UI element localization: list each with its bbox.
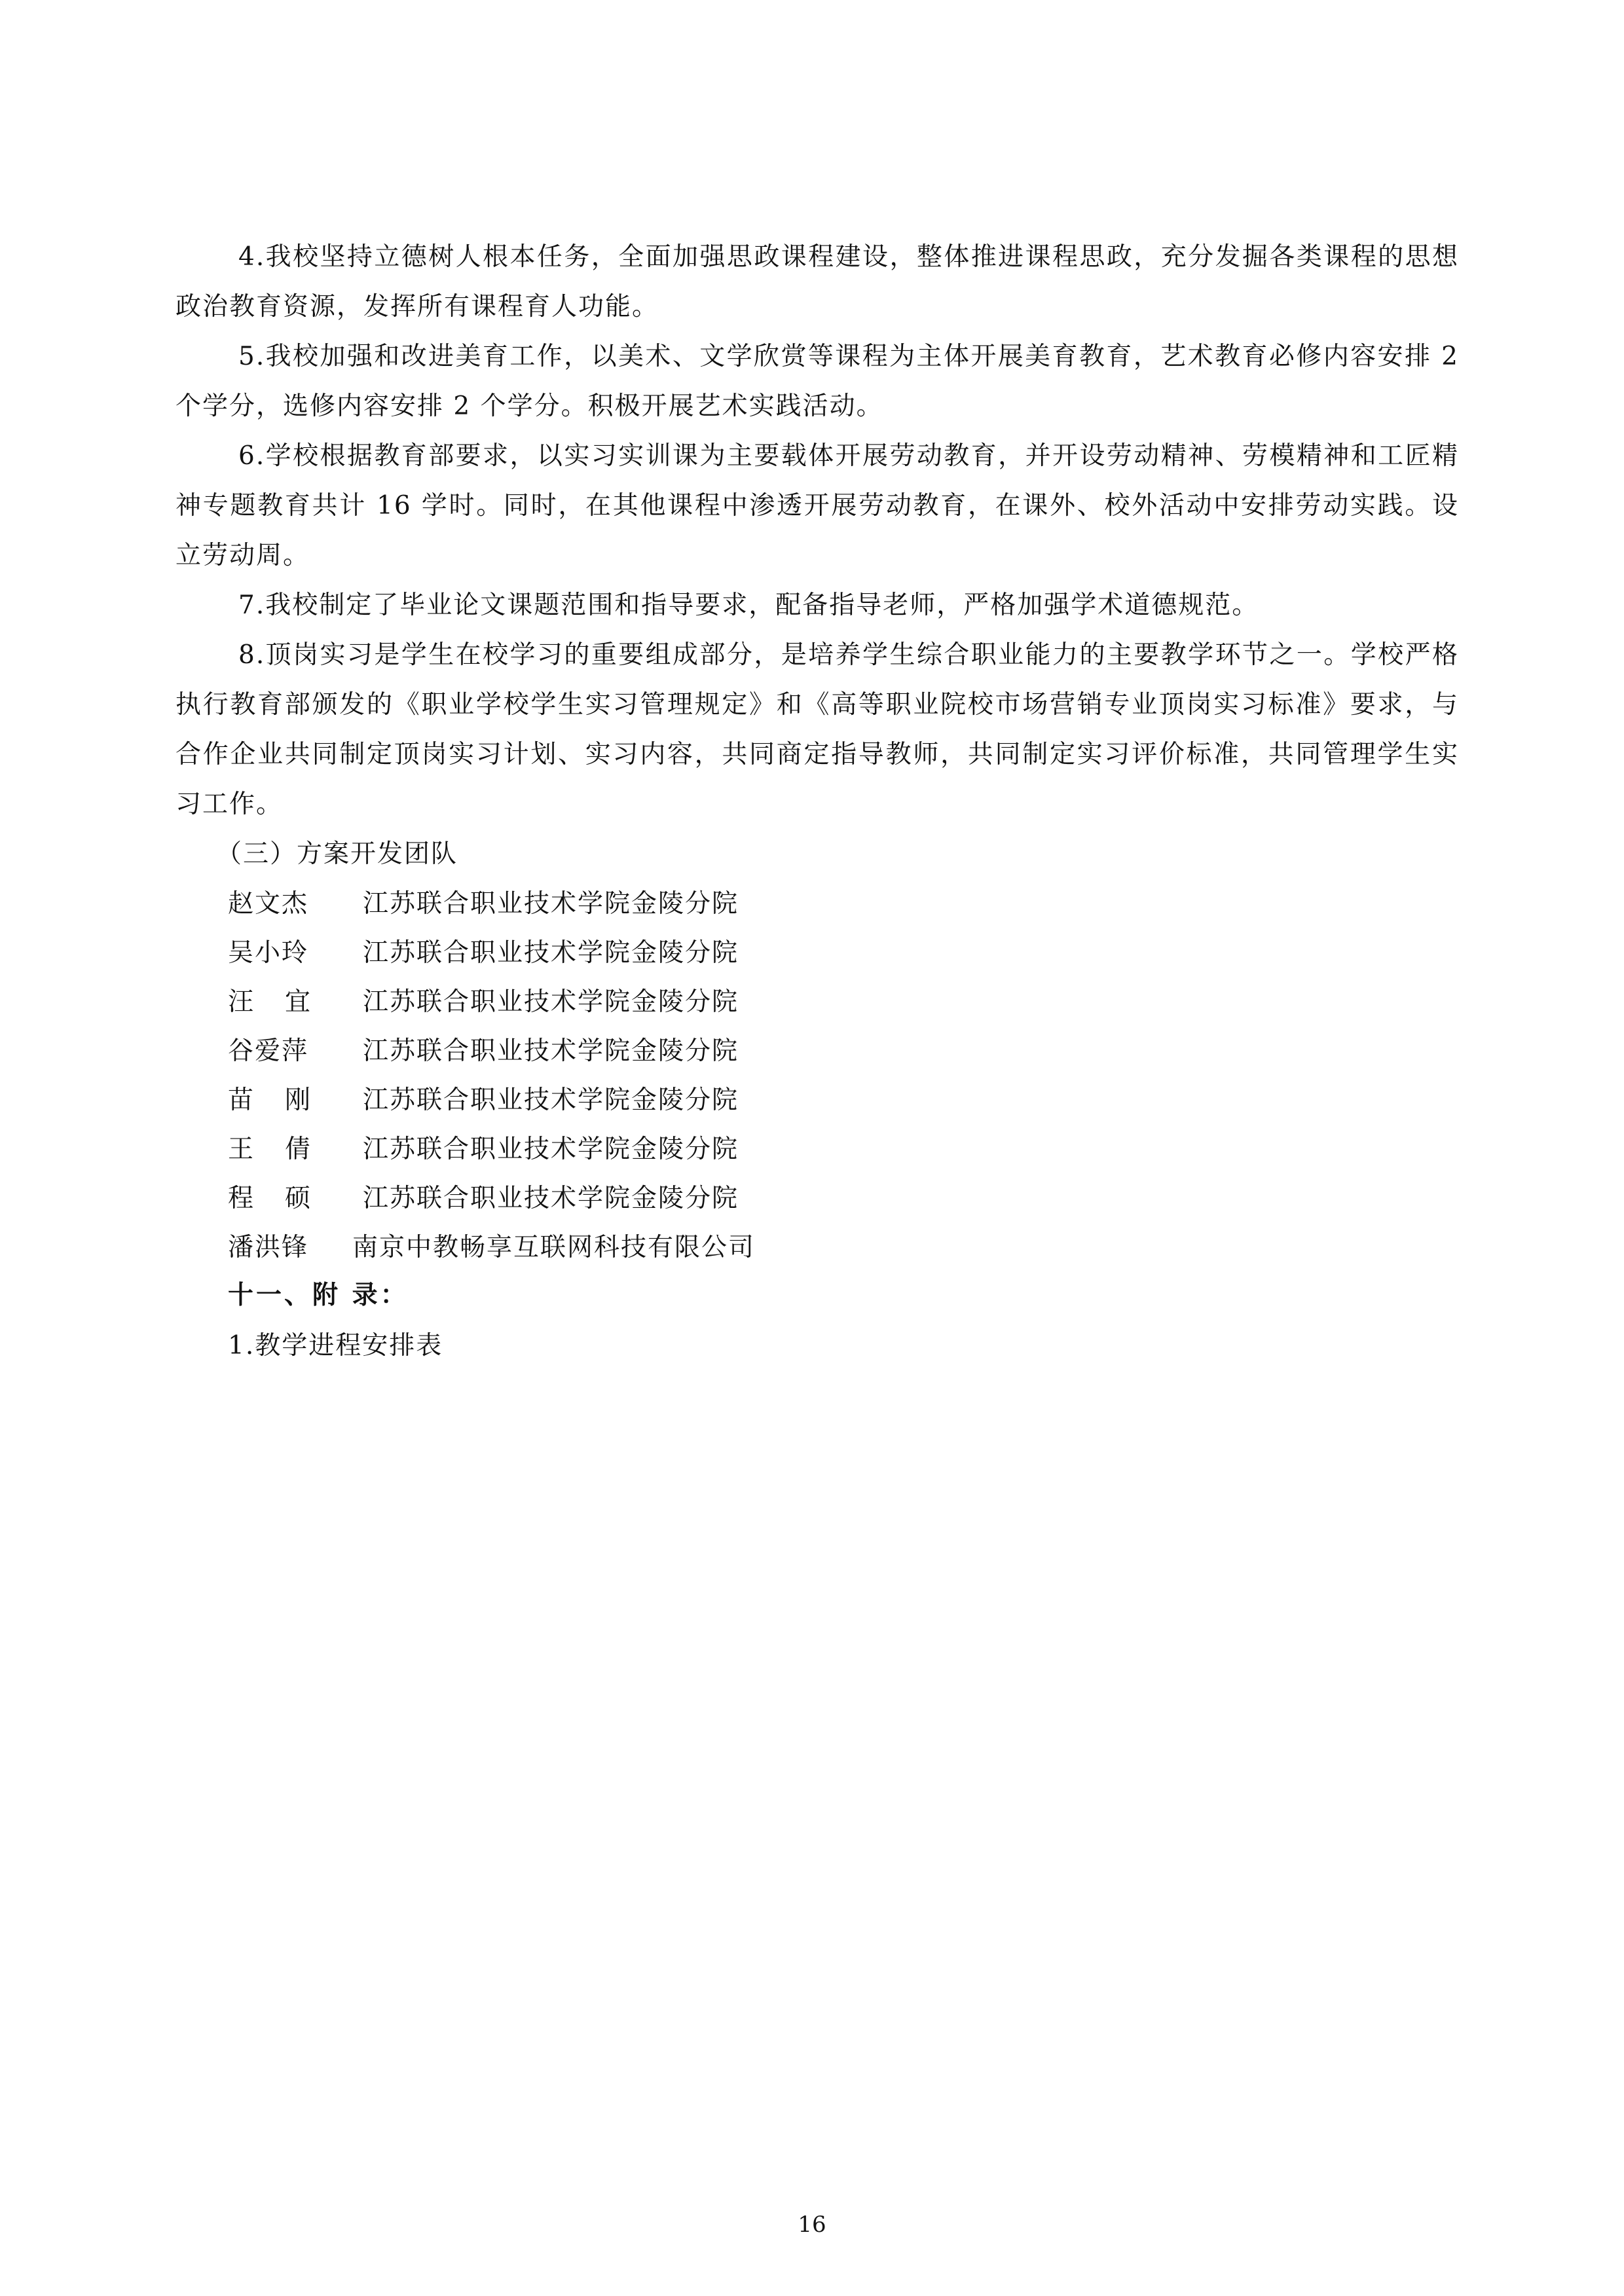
member-organization: 江苏联合职业技术学院金陵分院 [363, 938, 739, 968]
appendix-item: 1.教学进程安排表 [228, 1331, 443, 1360]
team-member [175, 1223, 1459, 1272]
member-name: 苗刚 [228, 1085, 342, 1115]
team-list [175, 879, 1459, 1272]
member-organization: 江苏联合职业技术学院金陵分院 [363, 987, 739, 1017]
member-name: 谷爱萍 [228, 1036, 309, 1066]
member-name: 吴小玲 [228, 938, 309, 968]
team-member [175, 1125, 1459, 1174]
team-member [175, 1076, 1459, 1125]
member-name: 汪宜 [228, 987, 342, 1017]
document-body [175, 232, 1459, 1374]
member-organization: 江苏联合职业技术学院金陵分院 [363, 1184, 739, 1213]
member-organization: 江苏联合职业技术学院金陵分院 [363, 1036, 739, 1066]
member-organization: 江苏联合职业技术学院金陵分院 [363, 1135, 739, 1164]
member-name: 王倩 [228, 1135, 342, 1164]
paragraph-aesthetic: 5.我校加强和改进美育工作，以美术、文学欣赏等课程为主体开展美育教育，艺术教育必修内容安排 2 个学分，选修内容安排 2 个学分。积极开展艺术实践活动。 [175, 342, 1459, 421]
member-organization: 江苏联合职业技术学院金陵分院 [363, 1085, 739, 1115]
team-member [175, 879, 1459, 928]
team-member [175, 977, 1459, 1027]
member-name: 赵文杰 [228, 889, 309, 919]
member-organization: 江苏联合职业技术学院金陵分院 [363, 889, 739, 919]
paragraph-labor: 6.学校根据教育部要求，以实习实训课为主要载体开展劳动教育，并开设劳动精神、劳模精神和工匠精神专题教育共计 16 学时。同时，在其他课程中渗透开展劳动教育，在课外、校外活动中安排劳动实践。设立劳动周。 [175, 441, 1459, 570]
page-number: 16 [798, 2212, 826, 2238]
team-member [175, 1027, 1459, 1076]
paragraph-internship: 8.顶岗实习是学生在校学习的重要组成部分，是培养学生综合职业能力的主要教学环节之一。学校严格执行教育部颁发的《职业学校学生实习管理规定》和《高等职业院校市场营销专业顶岗实习标准》要求，与合作企业共同制定顶岗实习计划、实习内容，共同商定指导教师，共同制定实习评价标准，共同管理学生实习工作。 [175, 640, 1459, 819]
team-heading: （三）方案开发团队 [216, 839, 458, 869]
team-member [175, 1174, 1459, 1223]
team-member [175, 928, 1459, 977]
paragraph-ideological: 4.我校坚持立德树人根本任务，全面加强思政课程建设，整体推进课程思政，充分发掘各类课程的思想政治教育资源，发挥所有课程育人功能。 [175, 242, 1459, 321]
member-organization: 南京中教畅享互联网科技有限公司 [352, 1233, 756, 1262]
paragraph-thesis: 7.我校制定了毕业论文课题范围和指导要求，配备指导老师，严格加强学术道德规范。 [238, 591, 1259, 620]
member-name: 潘洪锋 [228, 1233, 309, 1262]
member-name: 程硕 [228, 1184, 342, 1213]
appendix-title: 十一、附 录： [228, 1280, 409, 1310]
